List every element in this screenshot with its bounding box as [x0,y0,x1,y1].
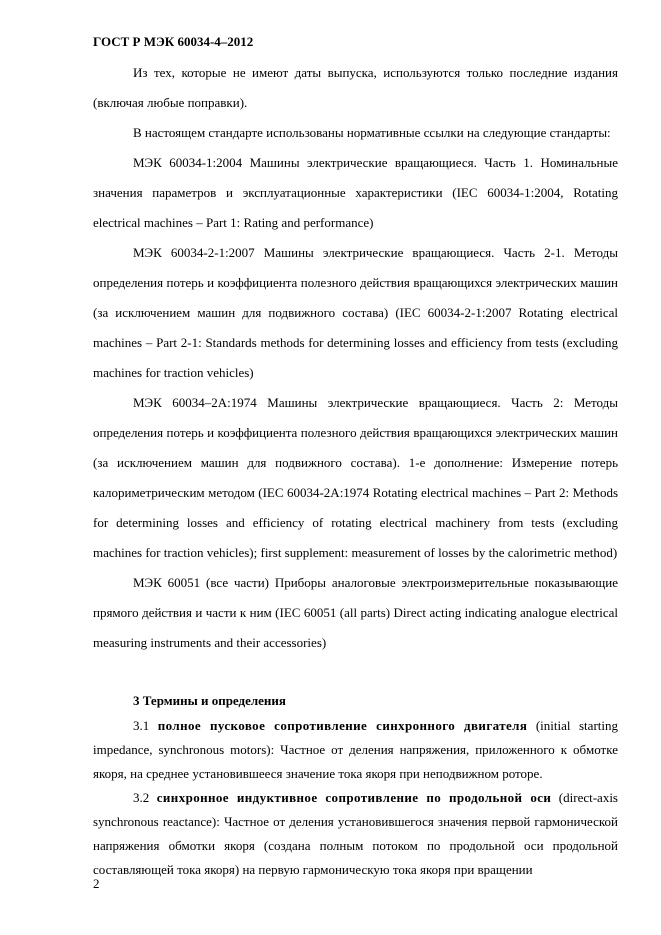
term-number: 3.2 [133,790,150,805]
standard-header: ГОСТ Р МЭК 60034-4–2012 [93,34,254,49]
term-definition: (direct-axis synchronous reactance): Частное от деления установившегося значения первой гармонической напряжения обмотки якоря (создана полным потоком по продольной оси продольной составляющей тока якоря) на первую гармоническую тока якоря при вращении [93,790,618,877]
reference-iec-60034-2a: МЭК 60034–2А:1974 Машины электрические вращающиеся. Часть 2: Методы определения потерь и коэффициента полезного действия вращающихся электрических машин (за исключением машин для подвижного состава). 1-е дополнение: Измерение потерь калориметрическим методом (IEC 60034-2A:1974 Rotating electrical machines – Part 2: Methods for determining losses and efficiency of rotating electrical machinery from tests (excluding machines for traction vehicles); first supplement: measurement of losses by the calorimetric method) [93,395,618,560]
reference-iec-60051: МЭК 60051 (все части) Приборы аналоговые электроизмерительные показывающие прямого действия и части к ним (IEC 60051 (all parts) Direct acting indicating analogue electrical measuring instruments and their accessories) [93,575,618,650]
term-3-1 [93,714,618,786]
term-name: полное пусковое сопротивление синхронного двигателя [157,718,528,733]
page-content [93,58,618,882]
paragraph-undated-references: Из тех, которые не имеют даты выпуска, используются только последние издания (включая любые поправки). [93,65,618,110]
section-title: 3 Термины и определения [133,693,286,708]
reference-iec-60034-2-1: МЭК 60034-2-1:2007 Машины электрические вращающиеся. Часть 2-1. Методы определения потерь и коэффициента полезного действия вращающихся электрических машин (за исключением машин для подвижного состава) (IEC 60034-2-1:2007 Rotating electrical machines – Part 2-1: Standards methods for determining losses and efficiency from tests (excluding machines for traction vehicles) [93,245,618,380]
term-definition: (initial starting impedance, synchronous motors): Частное от деления напряжения, приложенного к обмотке якоря, на среднее установившееся значение тока якоря при неподвижном роторе. [93,718,618,781]
term-number: 3.1 [133,718,150,733]
term-3-2 [93,786,618,882]
paragraph-references-intro: В настоящем стандарте использованы нормативные ссылки на следующие стандарты: [133,125,611,140]
page-number: 2 [93,876,100,891]
term-name: синхронное индуктивное сопротивление по продольной оси [156,790,552,805]
reference-iec-60034-1: МЭК 60034-1:2004 Машины электрические вращающиеся. Часть 1. Номинальные значения параметров и эксплуатационные характеристики (IEC 60034-1:2004, Rotating electrical machines – Part 1: Rating and performance) [93,155,618,230]
